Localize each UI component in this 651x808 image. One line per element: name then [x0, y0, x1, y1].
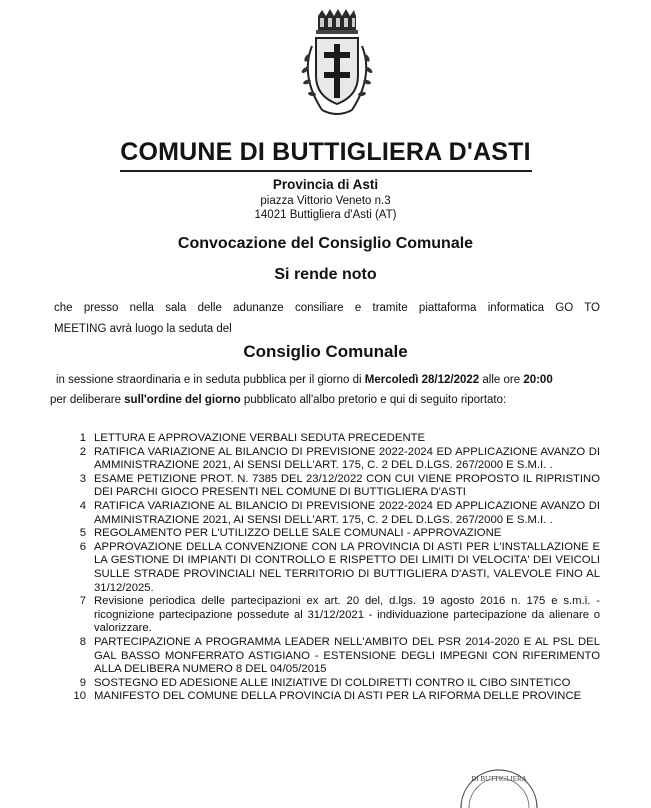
agenda-text: RATIFICA VARIAZIONE AL BILANCIO DI PREVISIONE 2022-2024 ED APPLICAZIONE AVANZO DI AMMINISTRAZIONE 2021, AI SENSI DELL'ART. 175, C. 2 DEL D.LGS. 267/2000 E S.M.I. .: [94, 445, 600, 472]
agenda-text: MANIFESTO DEL COMUNE DELLA PROVINCIA DI ASTI PER LA RIFORMA DELLE PROVINCE: [94, 690, 582, 703]
session-mid: alle ore: [479, 374, 524, 386]
agenda-item: [68, 595, 600, 636]
agenda-text: PARTECIPAZIONE A PROGRAMMA LEADER NELL'AMBITO DEL PSR 2014-2020 E AL PSL DEL GAL BASSO MONFERRATO ASTIGIANO - ESTENSIONE DEGLI IMPEGNI CON RIFERIMENTO ALLA DELIBERA NUMERO 8 DEL 04/05/2015: [94, 635, 600, 676]
session-time: 20:00: [523, 374, 553, 386]
agenda-number: 6: [79, 540, 86, 553]
agenda-item: [68, 636, 600, 677]
intro-line-2: MEETING avrà luogo la seduta del: [54, 323, 232, 335]
province-name: Provincia di Asti: [272, 177, 379, 192]
agenda-number: 10: [73, 690, 86, 703]
agenda-item: [68, 473, 600, 500]
body-heading: Consiglio Comunale: [243, 342, 408, 361]
agenda-item: [68, 541, 600, 595]
agenda-number: 4: [79, 499, 86, 512]
session-paragraph: [50, 370, 614, 410]
agenda-text: RATIFICA VARIAZIONE AL BILANCIO DI PREVISIONE 2022-2024 ED APPLICAZIONE AVANZO DI AMMINISTRAZIONE 2021, AI SENSI DELL'ART. 175, C. 2 DEL D.LGS. 267/2000 E S.M.I. .: [94, 499, 600, 526]
municipal-stamp-icon: [454, 768, 544, 808]
stamp-text: DI BUTTIGLIERA: [471, 775, 527, 783]
agenda-item: [68, 527, 600, 541]
title-underline: [120, 170, 532, 172]
agenda-text: SOSTEGNO ED ADESIONE ALLE INIZIATIVE DI COLDIRETTI CONTRO IL CIBO SINTETICO: [94, 676, 571, 689]
session-pre: in sessione straordinaria e in seduta pubblica per il giorno di: [56, 374, 365, 386]
agenda-number: 2: [79, 445, 86, 458]
agenda-number: 3: [79, 472, 86, 485]
agenda-number: 5: [79, 527, 86, 540]
session-line: [54, 370, 614, 390]
address-city: 14021 Buttigliera d'Asti (AT): [254, 209, 397, 221]
deliberate-bold: sull'ordine del giorno: [124, 394, 241, 406]
agenda-text: LETTURA E APPROVAZIONE VERBALI SEDUTA PRECEDENTE: [94, 432, 426, 444]
agenda-text: ESAME PETIZIONE PROT. N. 7385 DEL 23/12/2022 CON CUI VIENE PROPOSTO IL RIPRISTINO DEI PARCHI GIOCO PRESENTI NEL COMUNE DI BUTTIGLIERA D'ASTI: [94, 472, 600, 499]
agenda-number: 7: [79, 595, 86, 608]
agenda-item: [68, 446, 600, 473]
intro-paragraph: [54, 298, 600, 340]
coat-of-arms-icon: [292, 6, 382, 126]
intro-line-1: che presso nella sala delle adunanze consiliare e tramite piattaforma informatica GO TO: [54, 302, 600, 314]
agenda-number: 8: [79, 635, 86, 648]
agenda-item: [68, 500, 600, 527]
deliberate-post: pubblicato all'albo pretorio e qui di seguito riportato:: [240, 394, 507, 406]
agenda-number: 9: [79, 676, 86, 689]
agenda-item: [68, 690, 600, 704]
agenda-text: Revisione periodica delle partecipazioni ex art. 20 del, d.lgs. 19 agosto 2016 n. 175 e s.m.i. - ricognizione partecipazione possedute al 31/12/2021 - individuazione partecipazione da alienare o valorizzare.: [94, 595, 600, 635]
agenda-text: APPROVAZIONE DELLA CONVENZIONE CON LA PROVINCIA DI ASTI PER L'INSTALLAZIONE E LA GESTIONE DI IMPIANTI DI CONTROLLO E RISPETTO DEI LIMITI DI VELOCITA' DEI VEICOLI SULLE STRADE PROVINCIALI NEL TERRITORIO DI BUTTIGLIERA D'ASTI, VALEVOLE FINO AL 31/12/2025.: [94, 540, 600, 594]
agenda-number: 1: [79, 432, 86, 444]
agenda-item: [68, 677, 600, 691]
deliberate-line: [50, 390, 614, 410]
agenda-item: [68, 432, 600, 446]
agenda-text: REGOLAMENTO PER L'UTILIZZO DELLE SALE COMUNALI - APPROVAZIONE: [94, 527, 502, 540]
municipality-title: COMUNE DI BUTTIGLIERA D'ASTI: [120, 138, 531, 166]
agenda-list: [68, 432, 600, 704]
notice-subtitle: Si rende noto: [274, 266, 377, 283]
address-street: piazza Vittorio Veneto n.3: [260, 195, 391, 207]
deliberate-pre: per deliberare: [50, 394, 125, 406]
notice-title: Convocazione del Consiglio Comunale: [177, 235, 474, 252]
session-date: Mercoledì 28/12/2022: [364, 374, 480, 386]
